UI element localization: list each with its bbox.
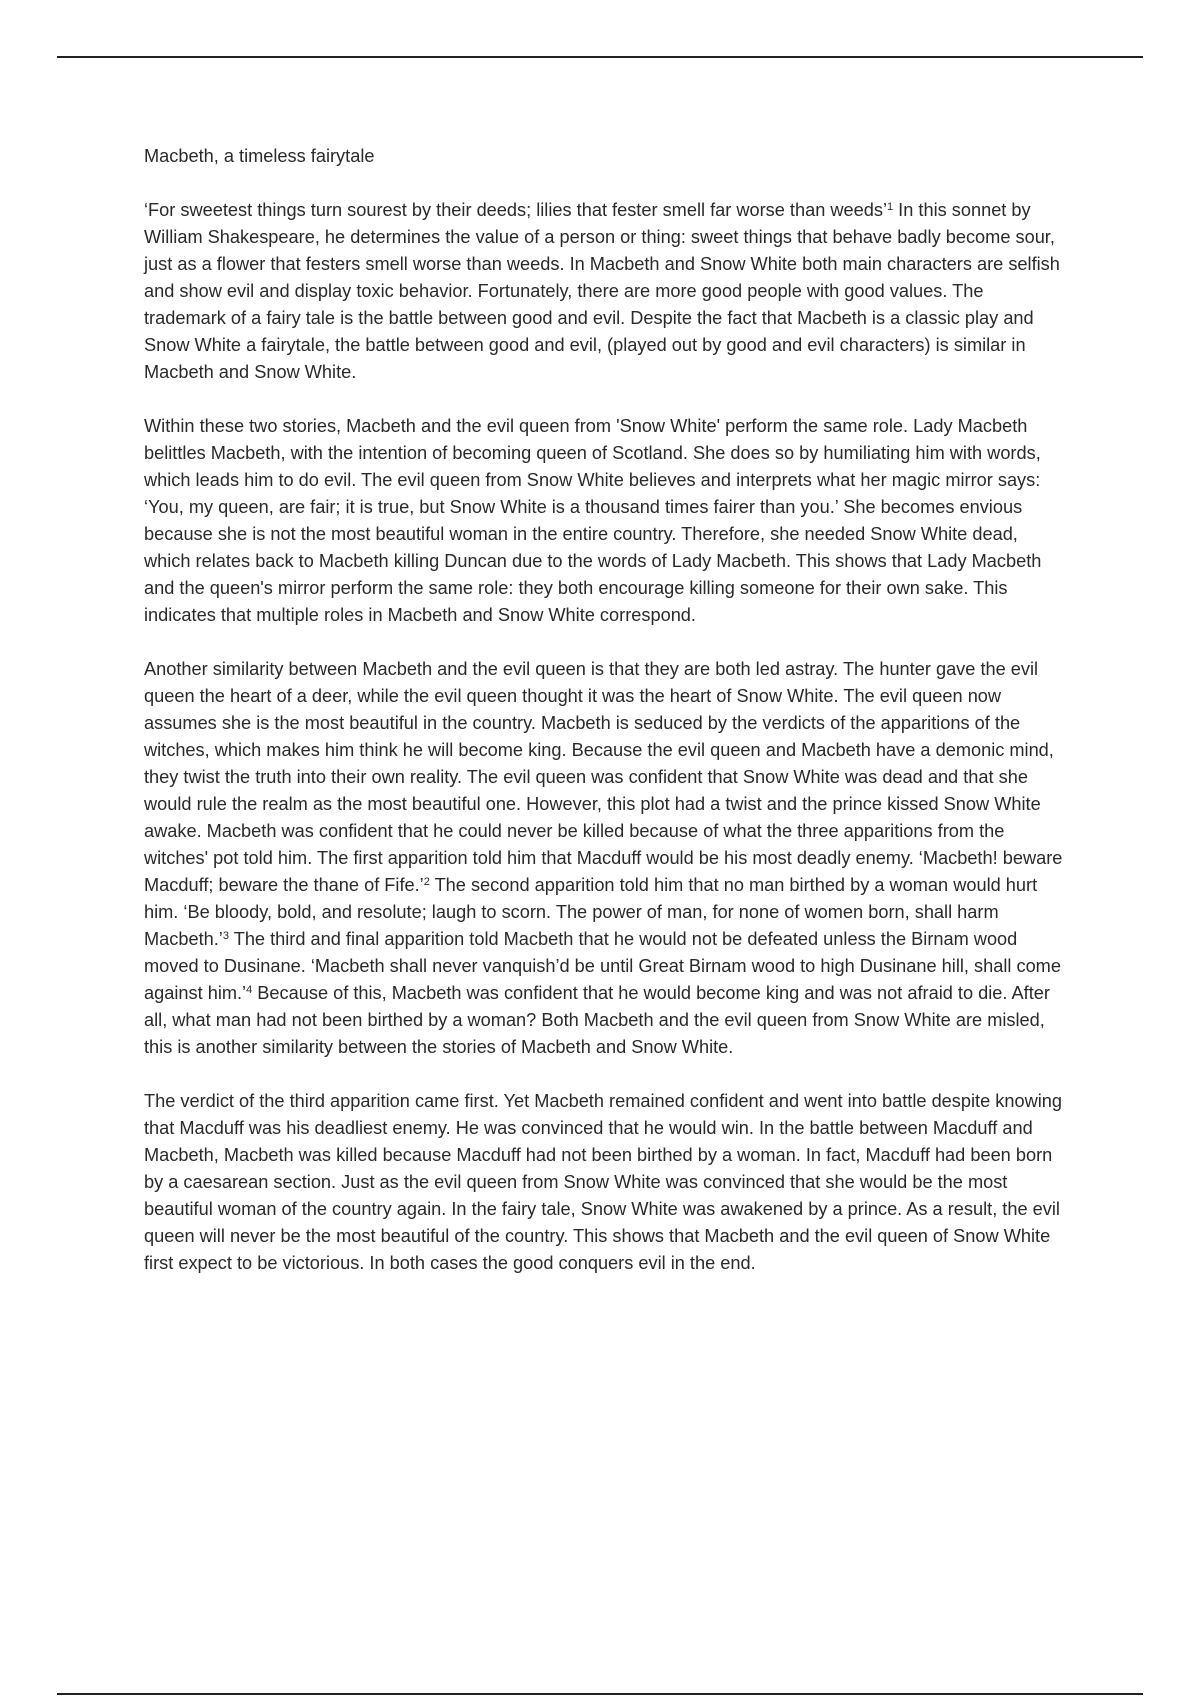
paragraph-text: ‘For sweetest things turn sourest by their deeds; lilies that fester smell far worse than weeds’: [144, 200, 887, 220]
document-title: Macbeth, a timeless fairytale: [144, 146, 375, 166]
paragraph-text: The verdict of the third apparition came first. Yet Macbeth remained confident and went into battle despite knowing that Macduff was his deadliest enemy. He was convinced that he would win. In the battle between Macduff and Macbeth, Macbeth was killed because Macduff had not been birthed by a woman. In fact, Macduff had been born by a caesarean section. Just as the evil queen from Snow White was convinced that she would be the most beautiful woman of the country again. In the fairy tale, Snow White was awakened by a prince. As a result, the evil queen will never be the most beautiful of the country. This shows that Macbeth and the evil queen of Snow White first expect to be victorious. In both cases the good conquers evil in the end.: [144, 1091, 1068, 1273]
paragraph-text: Another similarity between Macbeth and the evil queen is that they are both led astray. The hunter gave the evil queen the heart of a deer, while the evil queen thought it was the heart of Snow White. The evil queen now assumes she is the most beautiful in the country. Macbeth is seduced by the verdicts of the apparitions of the witches, which makes him think he will become king. Because the evil queen and Macbeth have a demonic mind, they twist the truth into their own reality. The evil queen was confident that Snow White was dead and that she would rule the realm as the most beautiful one. However, this plot had a twist and the prince kissed Snow White awake. Macbeth was confident that he could never be killed because of what the three apparitions from the witches' pot told him. The first apparition told him that Macduff would be his most deadly enemy. ‘Macbeth! beware Macduff; beware the thane of Fife.’: [144, 659, 1068, 895]
paragraph-4: [144, 1088, 1068, 1277]
paragraph-text: Because of this, Macbeth was confident that he would become king and was not afraid to die. After all, what man had not been birthed by a woman? Both Macbeth and the evil queen from Snow White are misled, this is another similarity between the stories of Macbeth and Snow White.: [144, 983, 1055, 1057]
document-body: [144, 143, 1068, 1304]
header-rule: [57, 56, 1143, 58]
footnote-ref-2: 2: [423, 876, 430, 888]
footer-rule: [57, 1693, 1143, 1695]
paragraph-1: [144, 197, 1064, 386]
paragraph-text: The second apparition told him that no man birthed by a woman would hurt him. ‘Be bloody, bold, and resolute; laugh to scorn. The power of man, for none of women born, shall harm Macbeth.’: [144, 875, 1043, 949]
footnote-ref-4: 4: [246, 984, 253, 996]
paragraph-text: In this sonnet by William Shakespeare, he determines the value of a person or thing: sweet things that behave badly become sour, just as a flower that festers smell worse than weeds. In Macbeth and Snow White both main characters are selfish and show evil and display toxic behavior. Fortunately, there are more good people with good values. The trademark of a fairy tale is the battle between good and evil. Despite the fact that Macbeth is a classic play and Snow White a fairytale, the battle between good and evil, (played out by good and evil characters) is similar in Macbeth and Snow White.: [144, 200, 1065, 382]
footnote-ref-3: 3: [222, 930, 229, 942]
paragraph-text: Within these two stories, Macbeth and the evil queen from 'Snow White' perform the same role. Lady Macbeth belittles Macbeth, with the intention of becoming queen of Scotland. She does so by humiliating him with words, which leads him to do evil. The evil queen from Snow White believes and interprets what her magic mirror says: ‘You, my queen, are fair; it is true, but Snow White is a thousand times fairer than you.’ She becomes envious because she is not the most beautiful woman in the entire country. Therefore, she needed Snow White dead, which relates back to Macbeth killing Duncan due to the words of Lady Macbeth. This shows that Lady Macbeth and the queen's mirror perform the same role: they both encourage killing someone for their own sake. This indicates that multiple roles in Macbeth and Snow White correspond.: [144, 416, 1047, 625]
paragraph-3: [144, 656, 1068, 1061]
paragraph-text: The third and final apparition told Macbeth that he would not be defeated unless the Birnam wood moved to Dusinane. ‘Macbeth shall never vanquish’d be until Great Birnam wood to high Dusinane hill, shall come against him.’: [144, 929, 1067, 1003]
footnote-ref-1: 1: [887, 201, 894, 213]
paragraph-2: [144, 413, 1064, 629]
